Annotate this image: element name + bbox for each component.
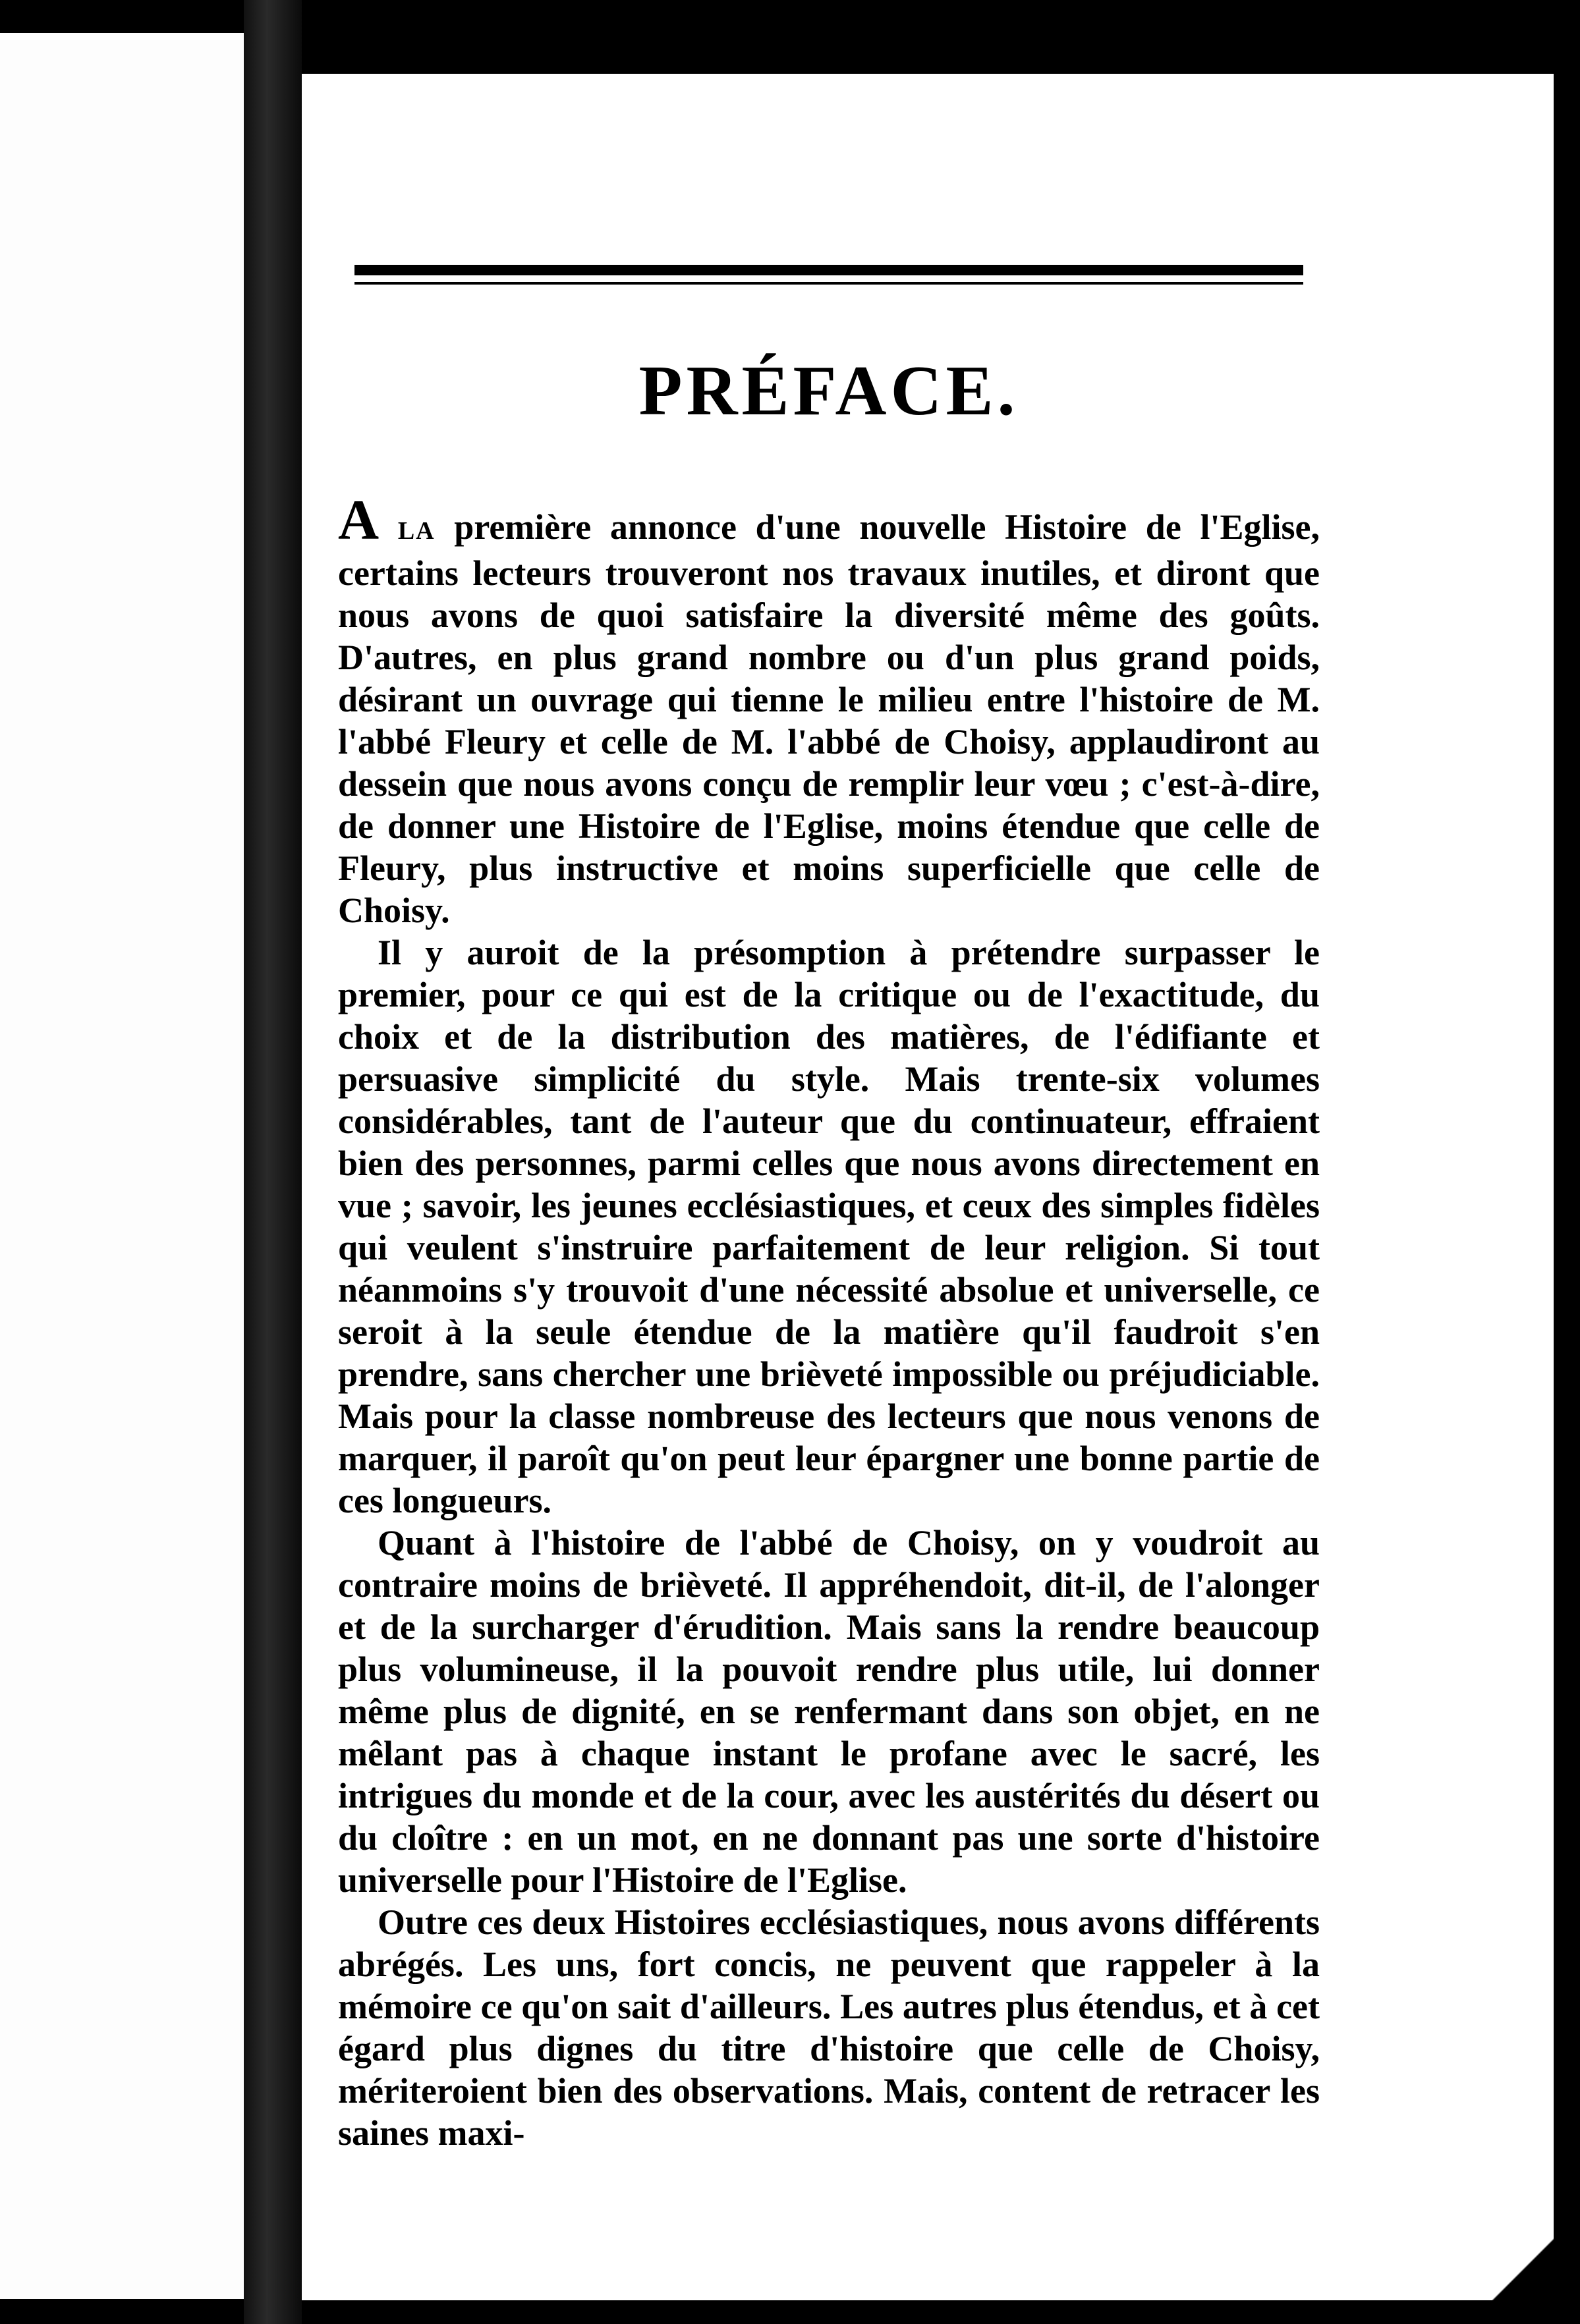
facing-page-edge bbox=[0, 33, 244, 2299]
header-rule-thin bbox=[354, 282, 1303, 285]
preface-page bbox=[302, 74, 1554, 2300]
page-title: PRÉFACE. bbox=[638, 352, 1019, 430]
preface-body bbox=[338, 488, 1320, 2154]
header-rule bbox=[354, 265, 1303, 275]
drop-cap: A bbox=[338, 488, 380, 551]
paragraph-1 bbox=[338, 488, 1320, 931]
paragraph-4: Outre ces deux Histoires ecclésiastiques, nous avons différents abrégés. Les uns, fort concis, ne peuvent que rappeler à la mémoire ce qu'on sait d'ailleurs. Les autres plus étendus, et à cet égard plus dignes du titre d'histoire que celle de Choisy, mériteroient bien des observations. Mais, content de retracer les saines maxi- bbox=[338, 1902, 1320, 2153]
paragraph-1-text: première annonce d'une nouvelle Histoire de l'Eglise, certains lecteurs trouveront nos travaux inutiles, et diront que nous avons de quoi satisfaire la diversité même des goûts. D'autres, en plus grand nombre ou d'un plus grand poids, désirant un ouvrage qui tienne le milieu entre l'histoire de M. l'abbé Fleury et celle de M. l'abbé de Choisy, applaudiront au dessein que nous avons conçu de remplir leur vœu ; c'est-à-dire, de donner une Histoire de l'Eglise, moins étendue que celle de Fleury, plus instructive et moins superficielle que celle de Choisy. bbox=[338, 507, 1320, 930]
opening-smallcaps: LA bbox=[397, 517, 436, 545]
paragraph-3: Quant à l'histoire de l'abbé de Choisy, on y voudroit au contraire moins de brièveté. Il appréhendoit, dit-il, de l'alonger et de la surcharger d'érudition. Mais sans la rendre beaucoup plus volumineuse, il la pouvoit rendre plus utile, lui donner même plus de dignité, en se renfermant dans son objet, en ne mêlant pas à chaque instant le profane avec le sacré, les intrigues du monde et de la cour, avec les austérités du désert ou du cloître : en un mot, en ne donnant pas une sorte d'histoire universelle pour l'Histoire de l'Eglise. bbox=[338, 1523, 1320, 1900]
paragraph-2: Il y auroit de la présomption à prétendre surpasser le premier, pour ce qui est de la critique ou de l'exactitude, du choix et de la distribution des matières, de l'édifiante et persuasive simplicité du style. Mais trente-six volumes considérables, tant de l'auteur que du continuateur, effraient bien des personnes, parmi celles que nous avons directement en vue ; savoir, les jeunes ecclésiastiques, et ceux des simples fidèles qui veulent s'instruire parfaitement de leur religion. Si tout néanmoins s'y trouvoit d'une nécessité absolue et universelle, ce seroit à la seule étendue de la matière qu'il faudroit s'en prendre, sans chercher une brièveté impossible ou préjudiciable. Mais pour la classe nombreuse des lecteurs que nous venons de marquer, il paroît qu'on peut leur épargner une bonne partie de ces longueurs. bbox=[338, 933, 1320, 1520]
page-corner-fold bbox=[1468, 2232, 1580, 2324]
book-gutter bbox=[244, 0, 302, 2324]
